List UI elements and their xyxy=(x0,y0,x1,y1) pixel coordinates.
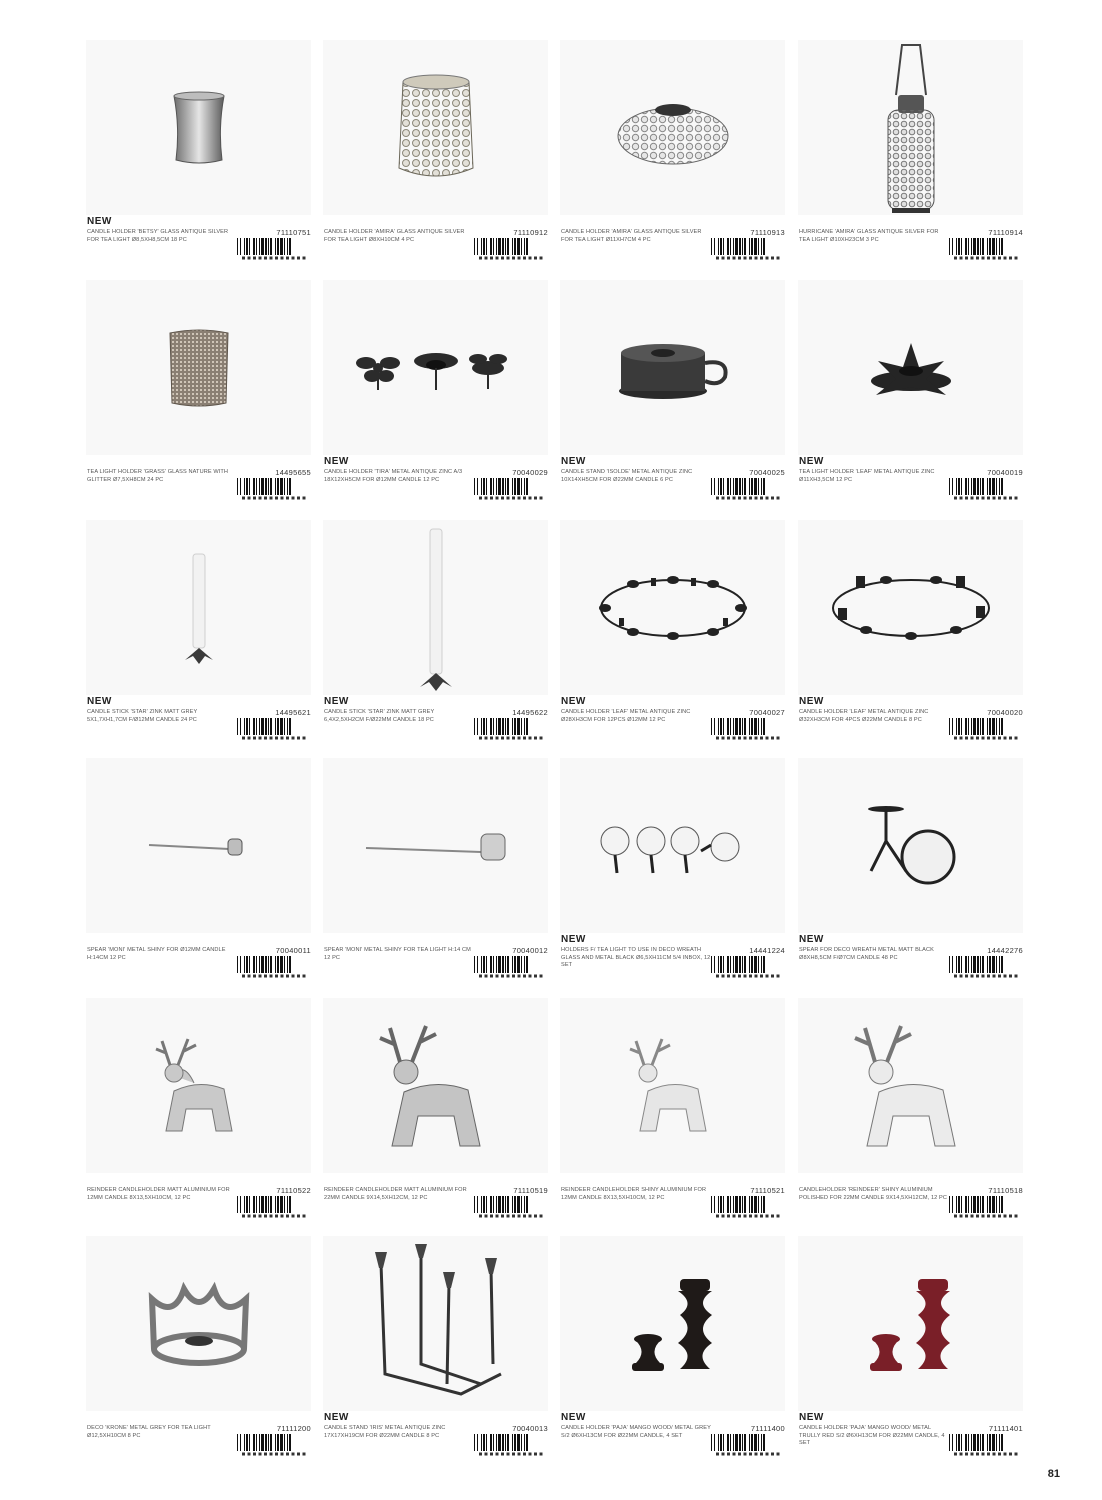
barcode xyxy=(948,1434,1023,1456)
product-code: 70040025 xyxy=(749,468,785,477)
barcode xyxy=(948,238,1023,260)
product-image xyxy=(560,1236,785,1411)
new-badge: NEW xyxy=(87,216,112,227)
product-description: CANDLE STAND 'IRIS' METAL ANTIQUE ZINC 17X17XH19CM FOR Ø22MM CANDLE 8 PC xyxy=(324,1425,446,1439)
product-card[interactable] xyxy=(86,40,311,270)
product-description: CANDLE HOLDER 'AMIRA' GLASS ANTIQUE SILVER FOR TEA LIGHT Ø11XH7CM 4 PC xyxy=(561,229,702,243)
product-description: CANDLE HOLDER 'LEAF' METAL ANTIQUE ZINC Ø28XH3CM FOR 12PCS Ø12MM 12 PC xyxy=(561,709,691,723)
product-description: CANDLE STICK 'STAR' ZINK MATT GREY 6,4X2,5XH2CM F/Ø22MM CANDLE 18 PC xyxy=(324,709,435,723)
product-card[interactable] xyxy=(560,758,785,988)
product-card[interactable] xyxy=(86,758,311,988)
product-image xyxy=(323,758,548,933)
product-image xyxy=(798,1236,1023,1411)
wood-holders-red-icon xyxy=(856,1269,966,1379)
product-code: 70040011 xyxy=(275,946,311,955)
product-code: 71110521 xyxy=(750,1186,785,1195)
crown-icon xyxy=(144,1269,254,1379)
glitter-votive-icon xyxy=(164,325,234,410)
new-badge: NEW xyxy=(799,696,824,707)
product-description: CANDLEHOLDER 'REINDEER' SHINY ALUMINIUM POLISHED FOR 22MM CANDLE 9X14,5XH12CM, 12 PC xyxy=(799,1187,948,1201)
barcode xyxy=(236,238,311,260)
barcode xyxy=(710,1196,785,1218)
barcode xyxy=(948,478,1023,500)
barcode xyxy=(473,478,548,500)
product-description: HOLDERS F/ TEA LIGHT TO USE IN DECO WREATH GLASS AND METAL BLACK Ø6,5XH11CM 5/4 INBOX, 12 SET xyxy=(561,947,711,969)
product-image xyxy=(86,40,311,215)
product-code: 71111400 xyxy=(750,1424,785,1433)
barcode xyxy=(236,1196,311,1218)
wreath-spear-icon xyxy=(856,801,966,891)
spear-small-icon xyxy=(144,831,254,861)
product-code: 71110912 xyxy=(513,228,548,237)
glass-votive-icon xyxy=(164,88,234,168)
product-description: CANDLE HOLDER 'PAJA' MANGO WOOD/ METAL TRULLY RED S/2 Ø6XH13CM FOR Ø22MM CANDLE, 4 SET xyxy=(799,1425,945,1447)
product-card[interactable] xyxy=(560,40,785,270)
barcode xyxy=(236,956,311,978)
new-badge: NEW xyxy=(87,696,112,707)
barcode xyxy=(473,1434,548,1456)
product-description: CANDLE HOLDER 'AMIRA' GLASS ANTIQUE SILVER FOR TEA LIGHT Ø8XH10CM 4 PC xyxy=(324,229,465,243)
product-description: CANDLE HOLDER 'TIRA' METAL ANTIQUE ZINC A/3 18X12XH5CM FOR Ø12MM CANDLE 12 PC xyxy=(324,469,463,483)
new-badge: NEW xyxy=(324,456,349,467)
barcode xyxy=(948,1196,1023,1218)
candle-tall-icon xyxy=(416,523,456,693)
chamberstick-icon xyxy=(613,333,733,403)
product-card[interactable] xyxy=(86,1236,311,1466)
product-code: 70040012 xyxy=(512,946,548,955)
wreath-large-icon xyxy=(826,568,996,648)
new-badge: NEW xyxy=(561,696,586,707)
new-badge: NEW xyxy=(561,456,586,467)
reindeer-polished-icon xyxy=(851,1016,971,1156)
product-row xyxy=(86,280,1023,510)
product-card[interactable] xyxy=(323,520,548,750)
reindeer-large-icon xyxy=(376,1016,496,1156)
product-image xyxy=(560,758,785,933)
barcode xyxy=(710,718,785,740)
product-image xyxy=(323,40,548,215)
product-image xyxy=(86,758,311,933)
new-badge: NEW xyxy=(561,1412,586,1423)
product-description: TEA LIGHT HOLDER 'LEAF' METAL ANTIQUE ZINC Ø11XH3,5CM 12 PC xyxy=(799,469,935,483)
product-description: REINDEER CANDLEHOLDER MATT ALUMINIUM FOR 22MM CANDLE 9X14,5XH12CM, 12 PC xyxy=(324,1187,467,1201)
product-card[interactable] xyxy=(323,280,548,510)
product-description: REINDEER CANDLEHOLDER SHINY ALUMINIUM FOR 12MM CANDLE 8X13,5XH10CM, 12 PC xyxy=(561,1187,707,1201)
spear-cup-icon xyxy=(361,826,511,866)
barcode xyxy=(236,718,311,740)
product-card[interactable] xyxy=(86,280,311,510)
product-image xyxy=(323,1236,548,1411)
new-badge: NEW xyxy=(799,456,824,467)
glass-holders-icon xyxy=(593,811,753,881)
barcode xyxy=(473,718,548,740)
product-code: 14495622 xyxy=(512,708,548,717)
product-description: SPEAR FOR DECO WREATH METAL MATT BLACK Ø8XH8,5CM F/Ø7CM CANDLE 48 PC xyxy=(799,947,934,961)
product-card[interactable] xyxy=(323,998,548,1228)
product-description: DECO 'KRONE' METAL GREY FOR TEA LIGHT Ø12,5XH10CM 8 PC xyxy=(87,1425,211,1439)
product-card[interactable] xyxy=(798,520,1023,750)
product-image xyxy=(798,280,1023,455)
product-image xyxy=(798,520,1023,695)
product-description: TEA LIGHT HOLDER 'GRASS' GLASS NATURE WITH GLITTER Ø7,5XH8CM 24 PC xyxy=(87,469,229,483)
product-card[interactable] xyxy=(798,758,1023,988)
product-code: 70040027 xyxy=(749,708,785,717)
product-card[interactable] xyxy=(798,280,1023,510)
product-code: 71110518 xyxy=(988,1186,1023,1195)
product-card[interactable] xyxy=(560,520,785,750)
barcode xyxy=(710,1434,785,1456)
barcode xyxy=(473,956,548,978)
product-code: 14441224 xyxy=(749,946,785,955)
barcode xyxy=(473,238,548,260)
product-image xyxy=(560,280,785,455)
product-code: 14495621 xyxy=(275,708,311,717)
product-code: 71110522 xyxy=(276,1186,311,1195)
product-description: CANDLE HOLDER 'PAJA' MANGO WOOD/ METAL GREY S/2 Ø6XH13CM FOR Ø22MM CANDLE, 4 SET xyxy=(561,1425,711,1439)
product-card[interactable] xyxy=(798,998,1023,1228)
product-description: SPEAR 'MONI' METAL SHINY FOR TEA LIGHT H:14 CM 12 PC xyxy=(324,947,471,961)
new-badge: NEW xyxy=(799,934,824,945)
product-code: 71110519 xyxy=(513,1186,548,1195)
product-description: HURRICANE 'AMIRA' GLASS ANTIQUE SILVER FOR TEA LIGHT Ø10XH23CM 3 PC xyxy=(799,229,939,243)
glass-jar-icon xyxy=(391,68,481,188)
lantern-icon xyxy=(876,40,946,215)
barcode xyxy=(473,1196,548,1218)
product-card[interactable] xyxy=(798,1236,1023,1466)
product-code: 70040029 xyxy=(512,468,548,477)
new-badge: NEW xyxy=(561,934,586,945)
product-row xyxy=(86,1236,1023,1466)
product-image xyxy=(86,998,311,1173)
product-image xyxy=(560,520,785,695)
barcode xyxy=(236,1434,311,1456)
candle-stand-icon xyxy=(361,1244,511,1404)
product-image xyxy=(86,520,311,695)
product-card[interactable] xyxy=(86,998,311,1228)
product-description: CANDLE HOLDER 'LEAF' METAL ANTIQUE ZINC Ø32XH3CM FOR 4PCS Ø22MM CANDLE 8 PC xyxy=(799,709,929,723)
barcode xyxy=(710,238,785,260)
product-row xyxy=(86,520,1023,750)
reindeer-icon xyxy=(154,1031,244,1141)
product-code: 71111200 xyxy=(276,1424,311,1433)
product-code: 71110913 xyxy=(750,228,785,237)
product-code: 71110914 xyxy=(988,228,1023,237)
barcode xyxy=(948,718,1023,740)
product-code: 70040020 xyxy=(987,708,1023,717)
barcode xyxy=(710,956,785,978)
product-description: CANDLE STAND 'ISOLDE' METAL ANTIQUE ZINC 10X14XH5CM FOR Ø22MM CANDLE 6 PC xyxy=(561,469,693,483)
page-number: 81 xyxy=(1047,1468,1060,1480)
wreath-icon xyxy=(593,568,753,648)
wood-holders-black-icon xyxy=(618,1269,728,1379)
product-image xyxy=(560,40,785,215)
product-image xyxy=(560,998,785,1173)
product-image xyxy=(798,998,1023,1173)
product-image xyxy=(323,520,548,695)
new-badge: NEW xyxy=(324,696,349,707)
reindeer-shiny-icon xyxy=(628,1031,718,1141)
product-image xyxy=(323,280,548,455)
barcode xyxy=(710,478,785,500)
new-badge: NEW xyxy=(324,1412,349,1423)
barcode xyxy=(948,956,1023,978)
barcode xyxy=(236,478,311,500)
product-row xyxy=(86,998,1023,1228)
product-description: SPEAR 'MONI' METAL SHINY FOR Ø12MM CANDLE H:14CM 12 PC xyxy=(87,947,226,961)
product-image xyxy=(798,40,1023,215)
product-card[interactable] xyxy=(560,1236,785,1466)
product-row xyxy=(86,40,1023,270)
candle-small-icon xyxy=(179,548,219,668)
product-code: 71111401 xyxy=(988,1424,1023,1433)
product-image xyxy=(86,280,311,455)
product-image xyxy=(86,1236,311,1411)
new-badge: NEW xyxy=(799,1412,824,1423)
product-description: REINDEER CANDLEHOLDER MATT ALUMINIUM FOR 12MM CANDLE 8X13,5XH10CM, 12 PC xyxy=(87,1187,230,1201)
product-description: CANDLE HOLDER 'BETSY' GLASS ANTIQUE SILVER FOR TEA LIGHT Ø8,5XH8,5CM 18 PC xyxy=(87,229,229,243)
product-card[interactable] xyxy=(323,40,548,270)
product-code: 14442276 xyxy=(987,946,1023,955)
product-code: 14495655 xyxy=(275,468,311,477)
product-description: CANDLE STICK 'STAR' ZINK MATT GREY 5X1,7XH1,7CM F/Ø12MM CANDLE 24 PC xyxy=(87,709,198,723)
product-image xyxy=(323,998,548,1173)
product-code: 71110751 xyxy=(276,228,311,237)
product-code: 70040019 xyxy=(987,468,1023,477)
flower-holders-icon xyxy=(348,343,523,393)
product-card[interactable] xyxy=(86,520,311,750)
product-code: 70040013 xyxy=(512,1424,548,1433)
product-card[interactable] xyxy=(560,998,785,1228)
glass-bowl-icon xyxy=(613,88,733,168)
leaf-holder-icon xyxy=(866,333,956,403)
product-image xyxy=(798,758,1023,933)
product-row xyxy=(86,758,1023,988)
product-card[interactable] xyxy=(560,280,785,510)
product-card[interactable] xyxy=(798,40,1023,270)
product-card[interactable] xyxy=(323,758,548,988)
product-card[interactable] xyxy=(323,1236,548,1466)
